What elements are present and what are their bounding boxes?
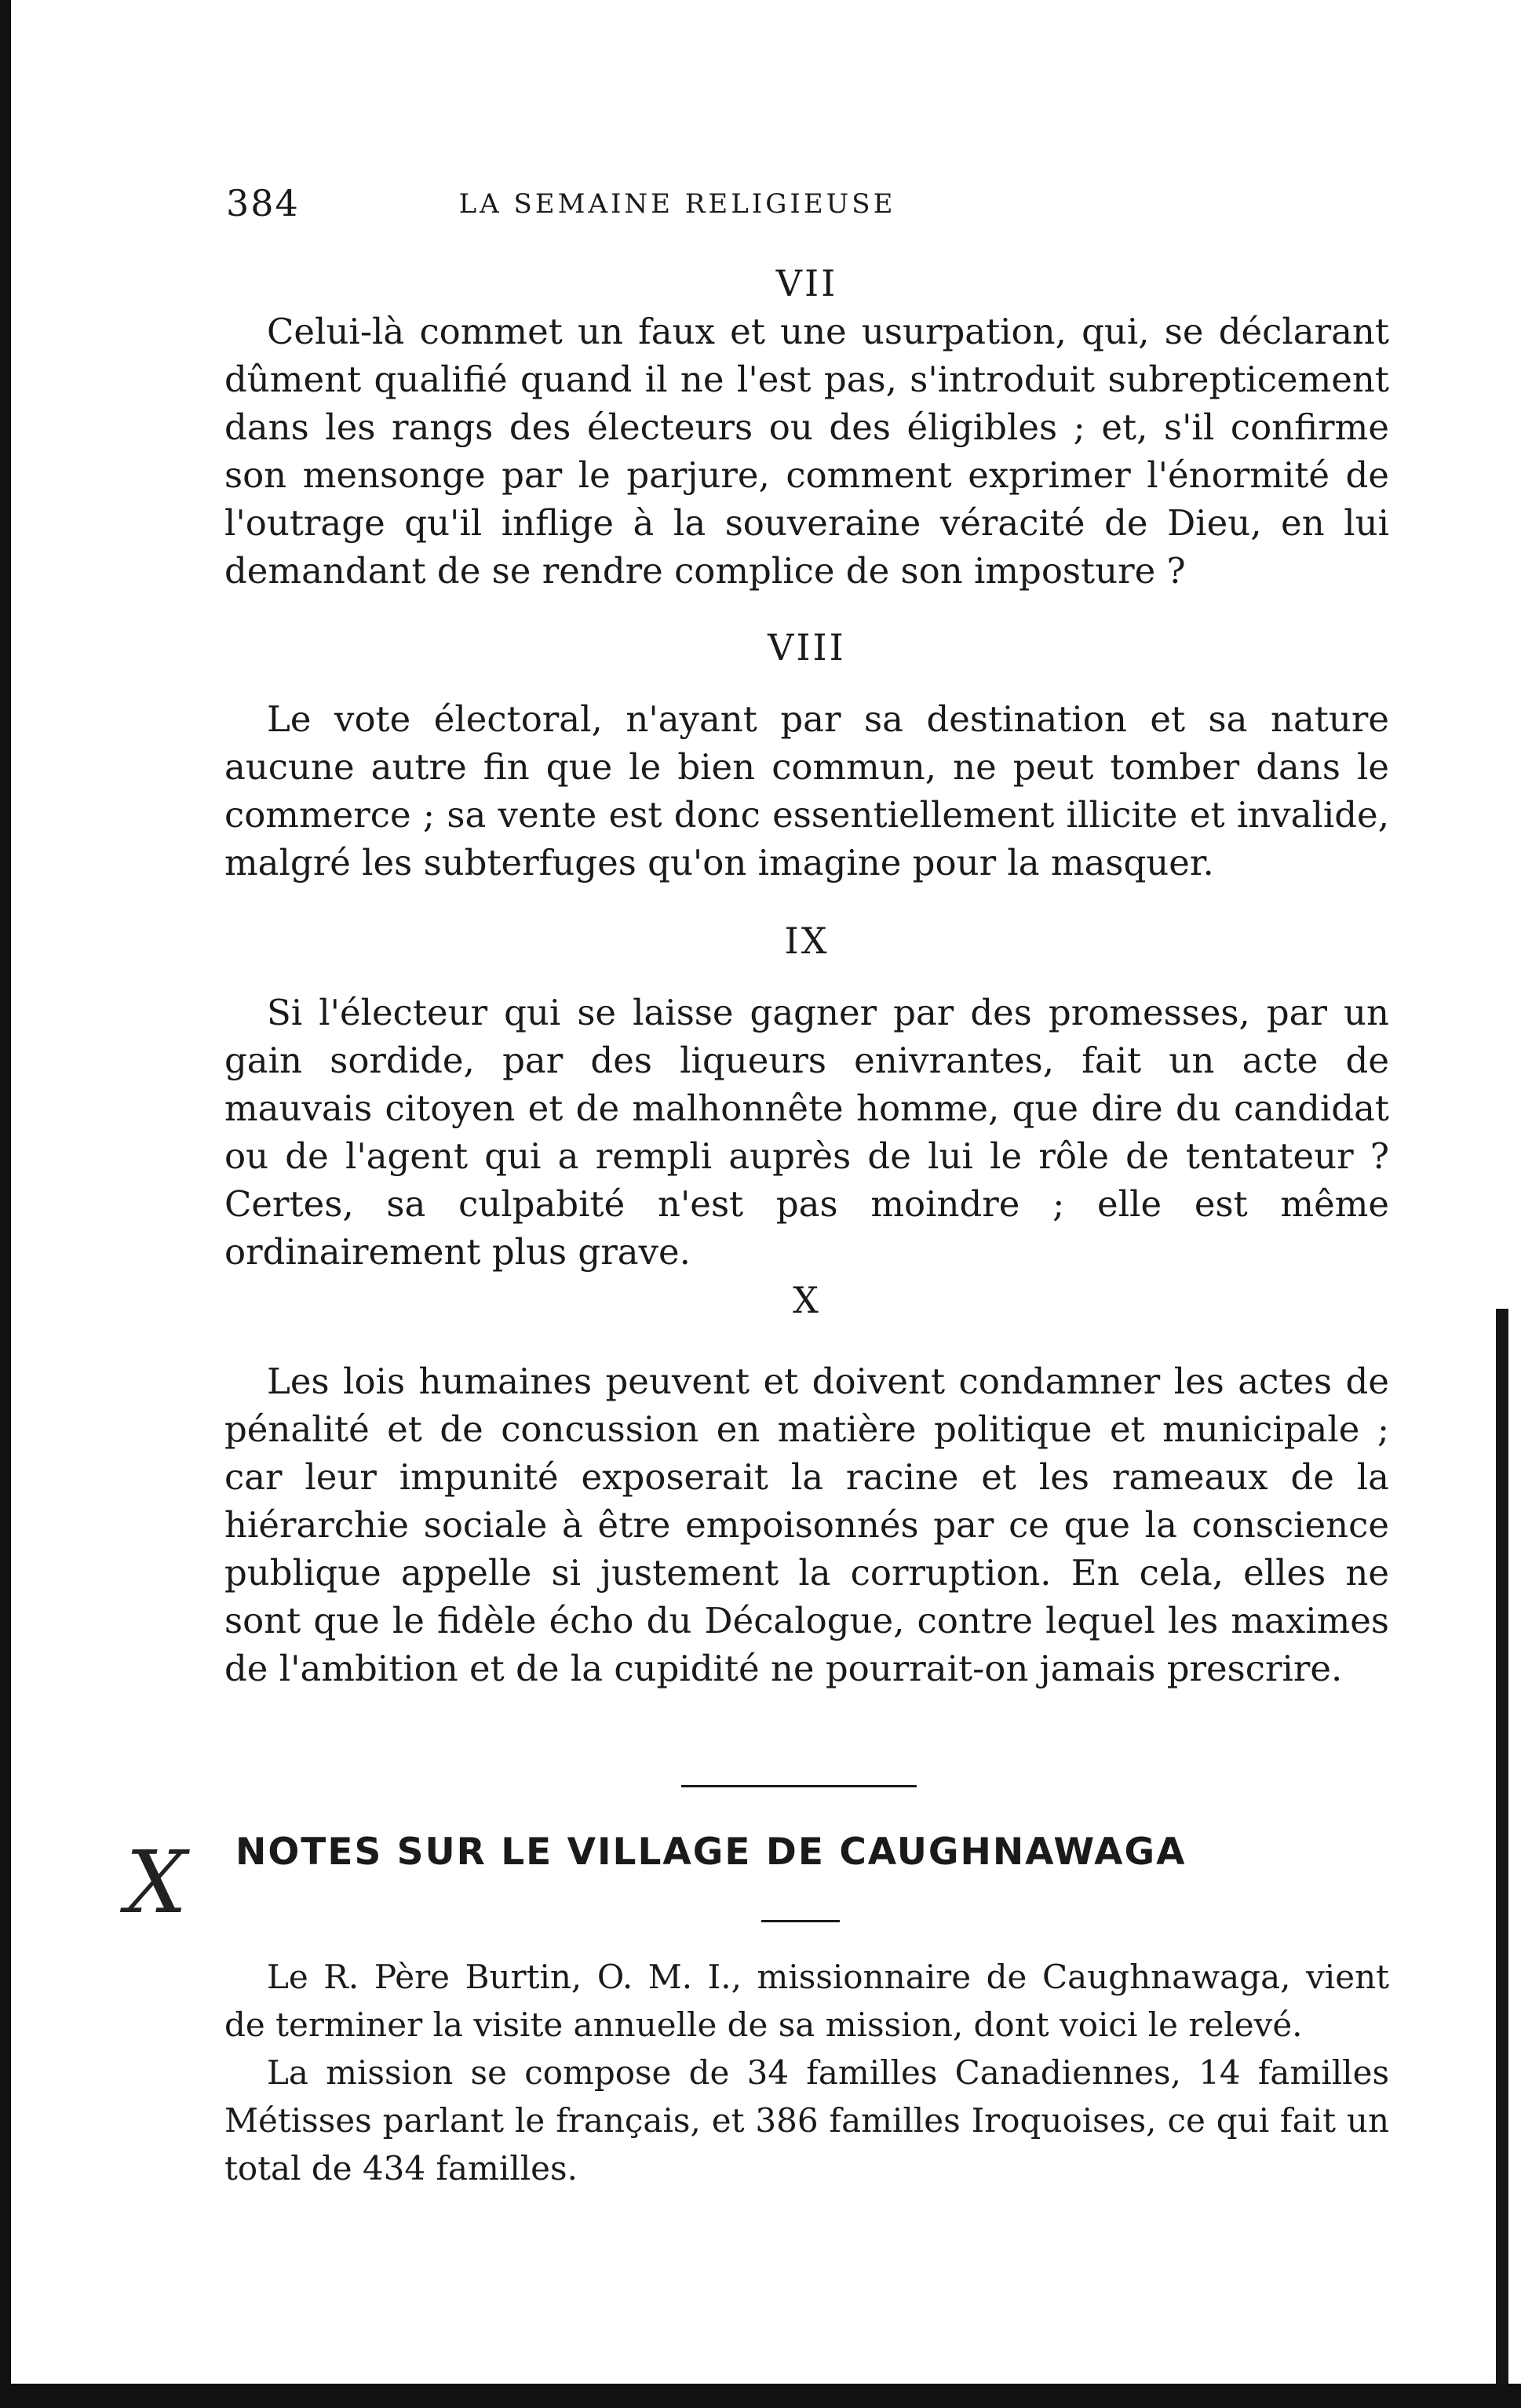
running-head: LA SEMAINE RELIGIEUSE: [458, 188, 896, 220]
notes-body: [224, 1953, 1389, 2192]
handwritten-margin-mark: X: [126, 1832, 188, 1933]
spacer: [224, 595, 1389, 623]
spacer: [224, 965, 1389, 989]
section-numeral-viii: VIII: [768, 626, 846, 668]
notes-title: NOTES SUR LE VILLAGE DE CAUGHNAWAGA: [235, 1831, 1187, 1874]
section-paragraph-viii: Le vote électoral, n'ayant par sa destination et sa nature aucune autre fin que le bien commun, ne peut tomber dans le commerce ; sa vente est donc essentiellement illicite et invalide, malgré les subterfuges qu'on imagine pour la masquer.: [224, 698, 1389, 883]
page-header: [226, 182, 1450, 229]
section-paragraph-vii: Celui-là commet un faux et une usurpation, qui, se déclarant dûment qualifié quand il ne l'est pas, s'introduit subrepticement dans les rangs des électeurs ou des éligibles ; et, s'il confirme son mensonge par le parjure, comment exprimer l'énormité de l'outrage qu'il inflige à la souveraine véracité de Dieu, en lui demandant de se rendre complice de son imposture ?: [224, 311, 1389, 592]
section-paragraph-ix: Si l'électeur qui se laisse gagner par des promesses, par un gain sordide, par des liqueurs enivrantes, fait un acte de mauvais citoyen et de malhonnête homme, que dire du candidat ou de l'agent qui a rempli auprès de lui le rôle de tentateur ? Certes, sa culpabité n'est pas moindre ; elle est même ordinairement plus grave.: [224, 992, 1389, 1273]
title-underline-rule: [761, 1920, 840, 1922]
notes-paragraph: La mission se compose de 34 familles Canadiennes, 14 familles Métisses parlant le français, et 386 familles Iroquoises, ce qui fait un total de 434 familles.: [224, 2053, 1389, 2188]
notes-paragraph: Le R. Père Burtin, O. M. I., missionnaire de Caughnawaga, vient de terminer la visite annuelle de sa mission, dont voici le relevé.: [224, 1958, 1389, 2044]
page-number: 384: [226, 182, 300, 224]
spacer: [224, 1324, 1389, 1357]
article-body: [224, 259, 1389, 1692]
section-paragraph-x: Les lois humaines peuvent et doivent condamner les actes de pénalité et de concussion en matière politique et municipale ; car leur impunité exposerait la racine et les rameaux de la hiérarchie sociale à être empoisonnés par ce que la conscience publique appelle si justement la corruption. En cela, elles ne sont que le fidèle écho du Décalogue, contre lequel les maximes de l'ambition et de la cupidité ne pourrait-on jamais prescrire.: [224, 1361, 1389, 1689]
section-numeral-x: X: [793, 1279, 821, 1321]
left-scan-border: [0, 0, 11, 2408]
bottom-scan-border: [0, 2384, 1521, 2408]
spacer: [224, 887, 1389, 916]
section-divider-rule: [681, 1785, 917, 1787]
right-scan-border: [1496, 1309, 1508, 2399]
section-numeral-ix: IX: [784, 920, 830, 962]
section-numeral-vii: VII: [775, 262, 838, 304]
spacer: [224, 672, 1389, 695]
